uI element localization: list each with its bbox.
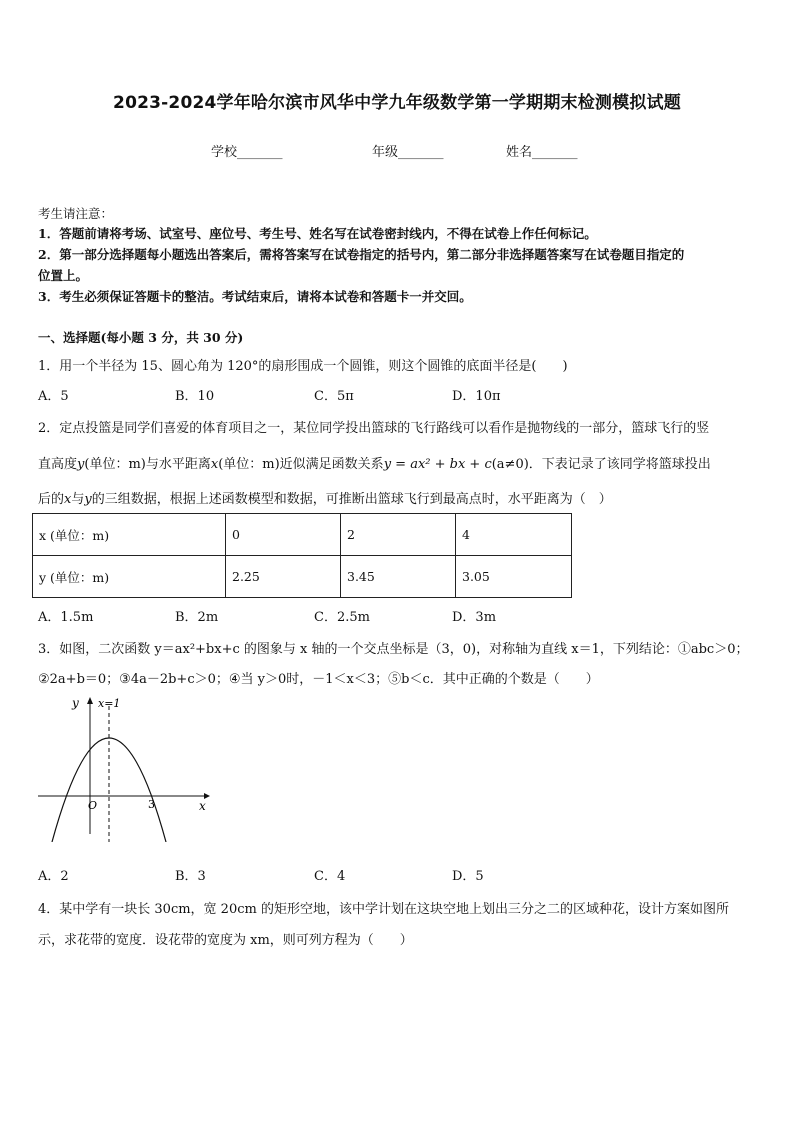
y-axis-arrow-icon bbox=[87, 697, 93, 704]
table-cell: 3.05 bbox=[456, 556, 572, 598]
q1-option-d[interactable]: D．10π bbox=[452, 389, 501, 404]
school-field[interactable]: 学校_______ bbox=[211, 145, 283, 160]
q3-option-c[interactable]: C．4 bbox=[314, 869, 346, 884]
section-heading: 一、选择题(每小题 3 分，共 30 分) bbox=[38, 330, 244, 345]
q3-line-1: 3．如图，二次函数 y＝ax²+bx+c 的图象与 x 轴的一个交点坐标是（3，0)，对称轴为直线 x＝1，下列结论：①abc＞0； bbox=[38, 642, 749, 657]
table-cell: y (单位：m) bbox=[33, 556, 226, 598]
page-title: 2023-2024学年哈尔滨市风华中学九年级数学第一学期期末检测模拟试题 bbox=[113, 93, 681, 113]
table-cell: 4 bbox=[456, 514, 572, 556]
q1-option-b[interactable]: B．10 bbox=[175, 389, 215, 404]
table-cell: 3.45 bbox=[341, 556, 456, 598]
name-field[interactable]: 姓名_______ bbox=[506, 145, 578, 160]
q2-line-2: 直高度y(单位：m)与水平距离x(单位：m)近似满足函数关系y = ax² + bx + c(a≠0)．下表记录了该同学将篮球投出 bbox=[38, 457, 711, 472]
symmetry-axis-label: x=1 bbox=[98, 697, 121, 710]
q2-line-3: 后的x与y的三组数据，根据上述函数模型和数据，可推断出篮球飞行到最高点时，水平距离为（ ） bbox=[38, 492, 612, 507]
q1-option-c[interactable]: C．5π bbox=[314, 389, 354, 404]
q4-line-1: 4．某中学有一块长 30cm，宽 20cm 的矩形空地，该中学计划在这块空地上划出三分之二的区域种花，设计方案如图所 bbox=[38, 902, 729, 917]
q2-option-a[interactable]: A．1.5m bbox=[38, 610, 94, 625]
table-cell: 2 bbox=[341, 514, 456, 556]
table-cell: 0 bbox=[226, 514, 341, 556]
notice-item-2: 2．第一部分选择题每小题选出答案后，需将答案写在试卷指定的括号内，第二部分非选择题答案写在试卷题目指定的 bbox=[38, 247, 685, 262]
notice-item-2-cont: 位置上。 bbox=[38, 268, 89, 283]
q2-data-table bbox=[32, 513, 572, 598]
q1-stem: 1．用一个半径为 15、圆心角为 120°的扇形围成一个圆锥，则这个圆锥的底面半径是( ) bbox=[38, 359, 568, 374]
tick-3-label: 3 bbox=[148, 798, 155, 811]
table-cell: 2.25 bbox=[226, 556, 341, 598]
notice-heading: 考生请注意： bbox=[38, 206, 114, 221]
table-row bbox=[33, 556, 572, 598]
q3-option-b[interactable]: B．3 bbox=[175, 869, 206, 884]
q2-option-d[interactable]: D．3m bbox=[452, 610, 497, 625]
q2-option-c[interactable]: C．2.5m bbox=[314, 610, 370, 625]
q1-option-a[interactable]: A．5 bbox=[38, 389, 69, 404]
table-row bbox=[33, 514, 572, 556]
notice-item-3: 3．考生必须保证答题卡的整洁。考试结束后，请将本试卷和答题卡一并交回。 bbox=[38, 289, 472, 304]
origin-label: O bbox=[88, 799, 98, 812]
q4-line-2: 示，求花带的宽度．设花带的宽度为 xm，则可列方程为（ ） bbox=[38, 933, 413, 948]
x-axis-label: x bbox=[199, 799, 206, 813]
q3-option-d[interactable]: D．5 bbox=[452, 869, 484, 884]
q3-parabola-graph bbox=[34, 692, 214, 842]
y-axis-label: y bbox=[72, 696, 79, 710]
table-cell: x (单位：m) bbox=[33, 514, 226, 556]
q3-line-2: ②2a+b＝0；③4a－2b+c＞0；④当 y＞0时，－1＜x＜3；⑤b＜c．其中正确的个数是（ ） bbox=[38, 672, 599, 687]
q2-option-b[interactable]: B．2m bbox=[175, 610, 219, 625]
grade-field[interactable]: 年级_______ bbox=[372, 145, 444, 160]
q2-line-1: 2．定点投篮是同学们喜爱的体育项目之一，某位同学投出篮球的飞行路线可以看作是抛物线的一部分，篮球飞行的竖 bbox=[38, 421, 710, 436]
notice-item-1: 1．答题前请将考场、试室号、座位号、考生号、姓名写在试卷密封线内，不得在试卷上作任何标记。 bbox=[38, 226, 597, 241]
q3-option-a[interactable]: A．2 bbox=[38, 869, 69, 884]
